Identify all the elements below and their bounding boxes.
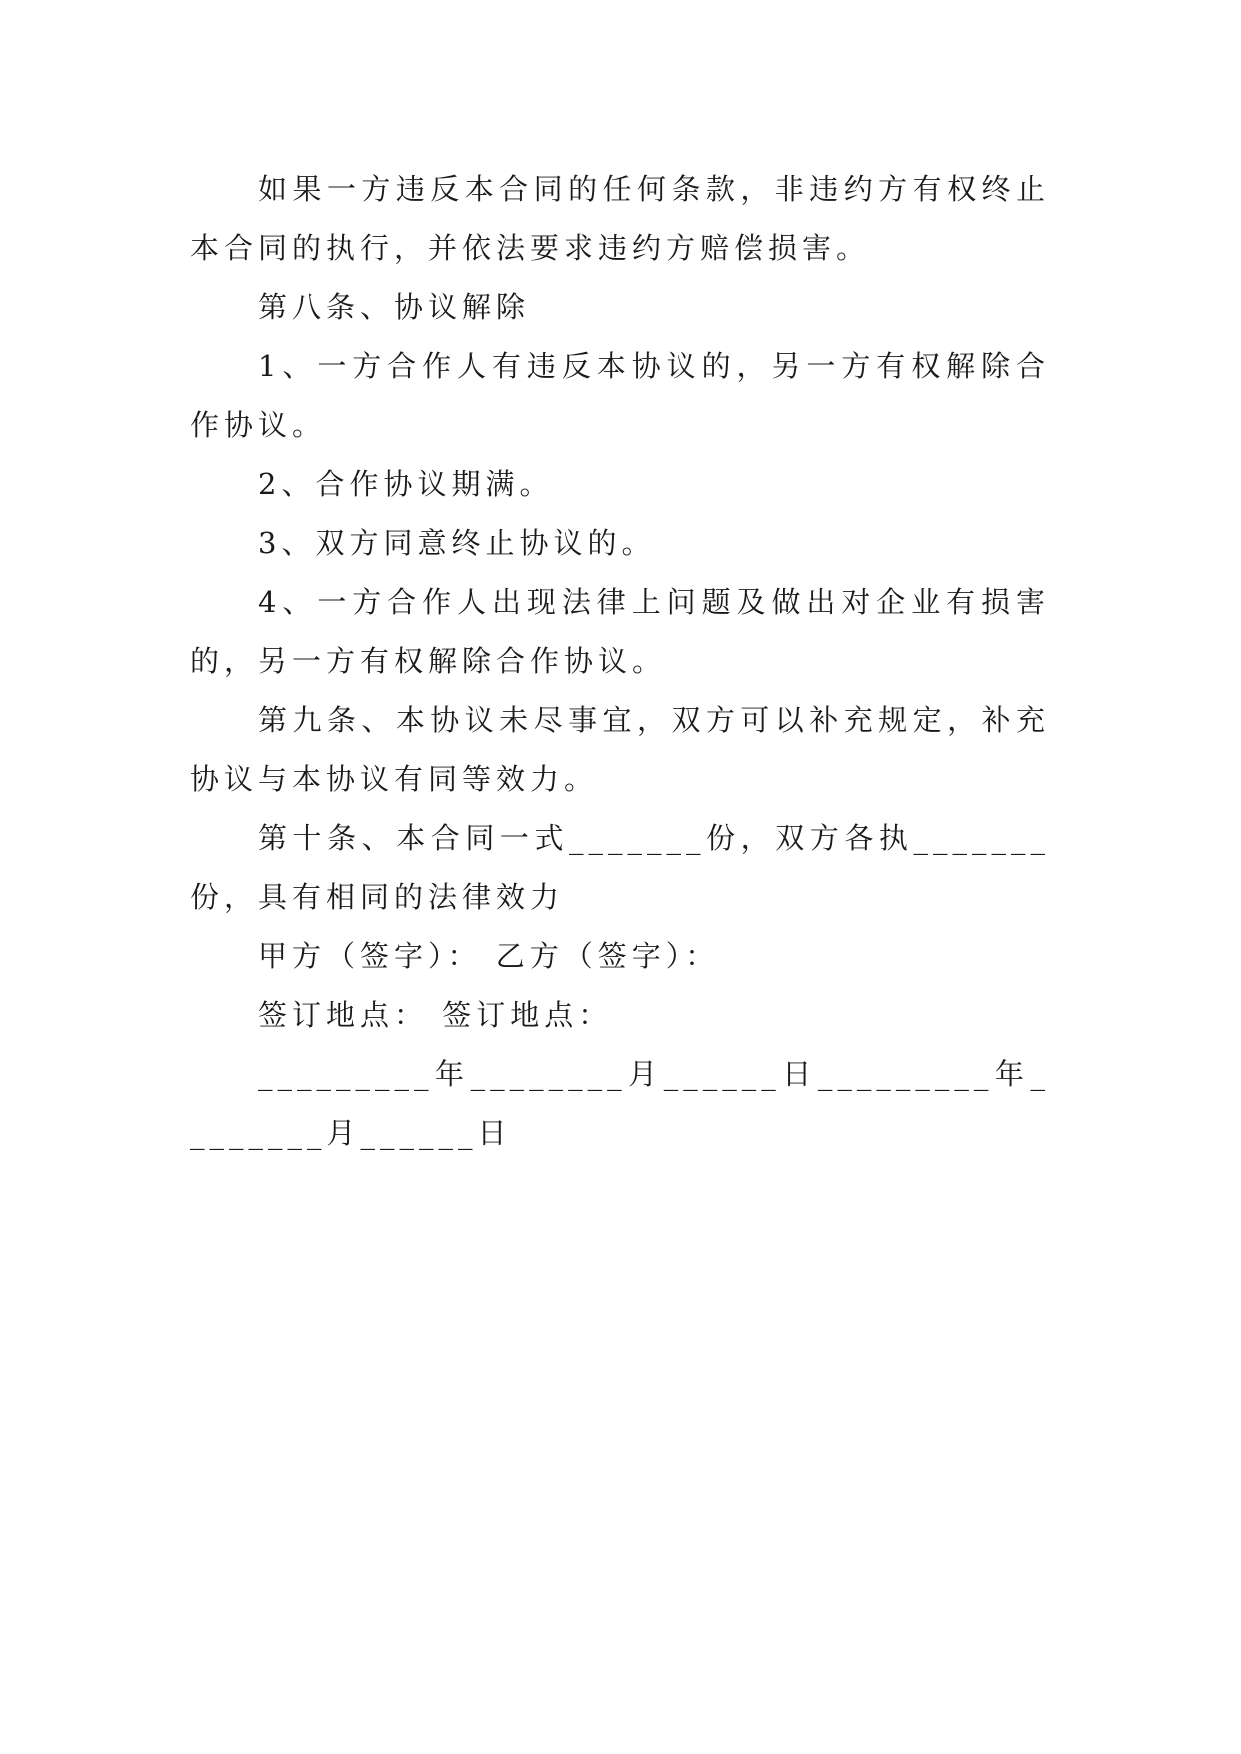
clause-8-4: 4、一方合作人出现法律上问题及做出对企业有损害的，另一方有权解除合作协议。 — [190, 585, 1050, 678]
signature-line: 甲方（签字）： 乙方（签字）： — [258, 939, 720, 973]
clause-8-1: 1、一方合作人有违反本协议的，另一方有权解除合作协议。 — [190, 349, 1050, 442]
article-10: 第十条、本合同一式_______份，双方各执_______份，具有相同的法律效力 — [190, 821, 1050, 914]
paragraph-breach-termination: 如果一方违反本合同的任何条款，非违约方有权终止本合同的执行，并依法要求违约方赔偿损害。 — [190, 172, 1050, 265]
clause-8-3: 3、双方同意终止协议的。 — [258, 526, 656, 560]
signing-place-line: 签订地点： 签订地点： — [258, 998, 613, 1032]
article-9: 第九条、本协议未尽事宜，双方可以补充规定，补充协议与本协议有同等效力。 — [190, 703, 1050, 796]
clause-8-2: 2、合作协议期满。 — [258, 467, 554, 501]
signing-date-line: _________年________月______日_________年________月______日 — [190, 1057, 1050, 1150]
document-body — [190, 160, 1050, 1163]
heading-article-8: 第八条、协议解除 — [258, 290, 531, 324]
